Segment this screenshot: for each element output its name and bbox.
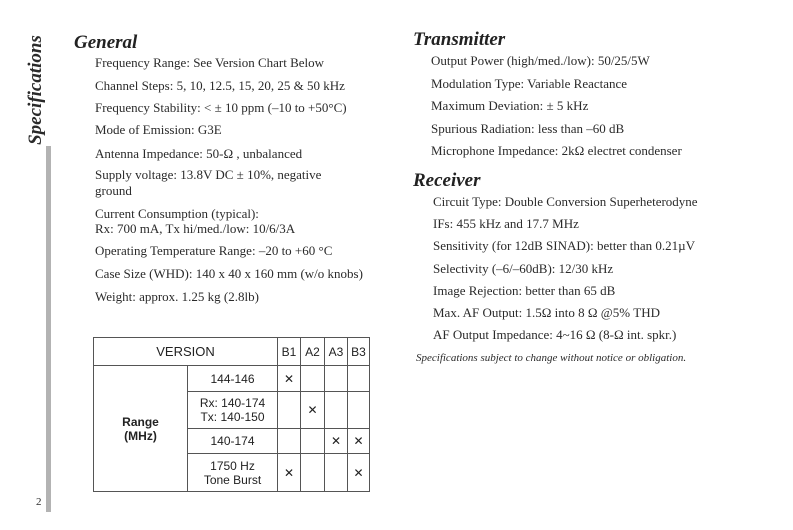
spec-output-power: Output Power (high/med./low): 50/25/5W: [431, 53, 650, 68]
spec-case-size: Case Size (WHD): 140 x 40 x 160 mm (w/o knobs): [95, 266, 363, 281]
spec-current-consumption: Current Consumption (typical):: [95, 206, 259, 221]
side-title-text: Specifications: [25, 35, 46, 145]
spec-frequency-range: Frequency Range: See Version Chart Below: [95, 55, 325, 70]
mark-cell: ✕: [301, 392, 325, 429]
row-label: [188, 392, 278, 429]
column-header-a2: A2: [301, 338, 325, 366]
side-bar: [46, 146, 51, 512]
row-label-line: 1750 Hz: [210, 458, 255, 473]
spec-spurious-radiation: Spurious Radiation: less than –60 dB: [431, 121, 625, 136]
row-label-line: Tone Burst: [203, 472, 262, 487]
table-header-row: [94, 338, 370, 366]
spec-image-rejection: Image Rejection: better than 65 dB: [433, 283, 616, 298]
spec-max-af-output: Max. AF Output: 1.5Ω into 8 Ω @5% THD: [433, 305, 661, 320]
mark-cell: ✕: [278, 454, 301, 492]
spec-selectivity: Selectivity (–6/–60dB): 12/30 kHz: [433, 261, 614, 276]
row-label: [188, 454, 278, 492]
mark-cell: ✕: [348, 429, 370, 454]
mark-cell: [348, 392, 370, 429]
row-label: 144-146: [188, 366, 278, 392]
row-label: 140-174: [188, 429, 278, 454]
column-header-b3: B3: [348, 338, 370, 366]
receiver-heading: Receiver: [413, 170, 481, 191]
column-header-a3: A3: [325, 338, 348, 366]
side-title: [24, 30, 48, 150]
page-number: 2: [36, 496, 42, 508]
row-label-line: Tx: 140-150: [200, 410, 265, 424]
version-table: [93, 337, 370, 492]
spec-ifs: IFs: 455 kHz and 17.7 MHz: [433, 216, 579, 231]
spec-circuit-type: Circuit Type: Double Conversion Superheterodyne: [433, 194, 698, 209]
spec-current-values: Rx: 700 mA, Tx hi/med./low: 10/6/3A: [95, 221, 296, 236]
spec-microphone-impedance: Microphone Impedance: 2kΩ electret condenser: [431, 143, 682, 158]
table-row: [94, 366, 370, 392]
mark-cell: [301, 429, 325, 454]
spec-weight: Weight: approx. 1.25 kg (2.8lb): [95, 289, 259, 304]
spec-antenna-impedance: Antenna Impedance: 50-Ω , unbalanced: [95, 146, 303, 161]
spec-af-output-impedance: AF Output Impedance: 4~16 Ω (8-Ω int. spkr.): [433, 327, 677, 342]
spec-operating-temperature: Operating Temperature Range: –20 to +60 °C: [95, 243, 333, 258]
range-unit: (MHz): [124, 428, 157, 443]
mark-cell: [325, 392, 348, 429]
range-label: Range: [122, 414, 159, 429]
mark-cell: [325, 366, 348, 392]
mark-cell: [325, 454, 348, 492]
mark-cell: ✕: [278, 366, 301, 392]
spec-sensitivity: Sensitivity (for 12dB SINAD): better than 0.21µV: [433, 238, 696, 253]
specifications-note: Specifications subject to change without notice or obligation.: [416, 352, 687, 364]
spec-mode-of-emission: Mode of Emission: G3E: [95, 122, 222, 137]
mark-cell: [278, 392, 301, 429]
transmitter-heading: Transmitter: [413, 29, 506, 50]
spec-modulation-type: Modulation Type: Variable Reactance: [431, 76, 628, 91]
version-header: VERSION: [94, 338, 278, 366]
mark-cell: ✕: [325, 429, 348, 454]
spec-maximum-deviation: Maximum Deviation: ± 5 kHz: [431, 98, 589, 113]
general-heading: General: [74, 32, 138, 53]
mark-cell: ✕: [348, 454, 370, 492]
mark-cell: [301, 366, 325, 392]
row-label-line: Rx: 140-174: [199, 396, 266, 410]
mark-cell: [348, 366, 370, 392]
mark-cell: [301, 454, 325, 492]
mark-cell: [278, 429, 301, 454]
spec-supply-voltage: Supply voltage: 13.8V DC ± 10%, negative ground: [95, 167, 322, 198]
spec-channel-steps: Channel Steps: 5, 10, 12.5, 15, 20, 25 & 50 kHz: [95, 78, 345, 93]
range-label-cell: [94, 366, 188, 492]
column-header-b1: B1: [278, 338, 301, 366]
spec-frequency-stability: Frequency Stability: < ± 10 ppm (–10 to +50°C): [95, 100, 347, 115]
